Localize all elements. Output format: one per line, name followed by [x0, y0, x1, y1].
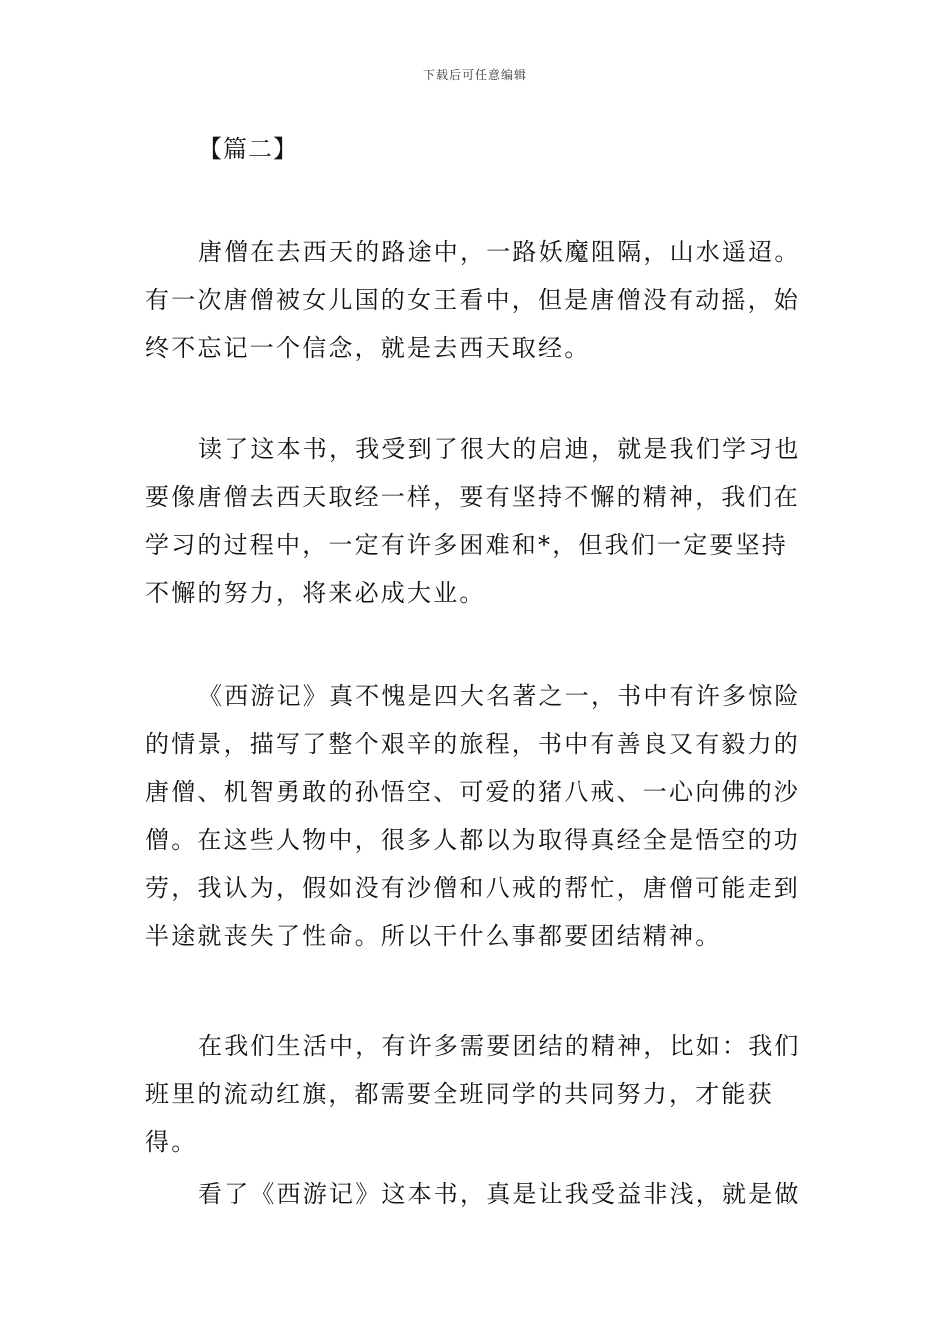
paragraph-3: 《西游记》真不愧是四大名著之一，书中有许多惊险的情景，描写了整个艰辛的旅程，书中有善良又有毅力的唐僧、机智勇敢的孙悟空、可爱的猪八戒、一心向佛的沙僧。在这些人物中，很多人都以为取得真经全是悟空的功劳，我认为，假如没有沙僧和八戒的帮忙，唐僧可能走到半途就丧失了性命。所以干什么事都要团结精神。	[145, 682, 801, 950]
paragraph-4: 在我们生活中，有许多需要团结的精神，比如：我们班里的流动红旗，都需要全班同学的共同努力，才能获得。	[145, 1032, 801, 1156]
paragraph-1: 唐僧在去西天的路途中，一路妖魔阻隔，山水遥迢。有一次唐僧被女儿国的女王看中，但是唐僧没有动摇，始终不忘记一个信念，就是去西天取经。	[145, 238, 801, 362]
paragraph-5: 看了《西游记》这本书，真是让我受益非浅，就是做	[198, 1180, 801, 1208]
paragraph-2: 读了这本书，我受到了很大的启迪，就是我们学习也要像唐僧去西天取经一样，要有坚持不懈的精神，我们在学习的过程中，一定有许多困难和*，但我们一定要坚持不懈的努力，将来必成大业。	[145, 435, 801, 607]
section-heading: 【篇二】	[198, 135, 298, 163]
header-note: 下载后可任意编辑	[422, 68, 527, 82]
